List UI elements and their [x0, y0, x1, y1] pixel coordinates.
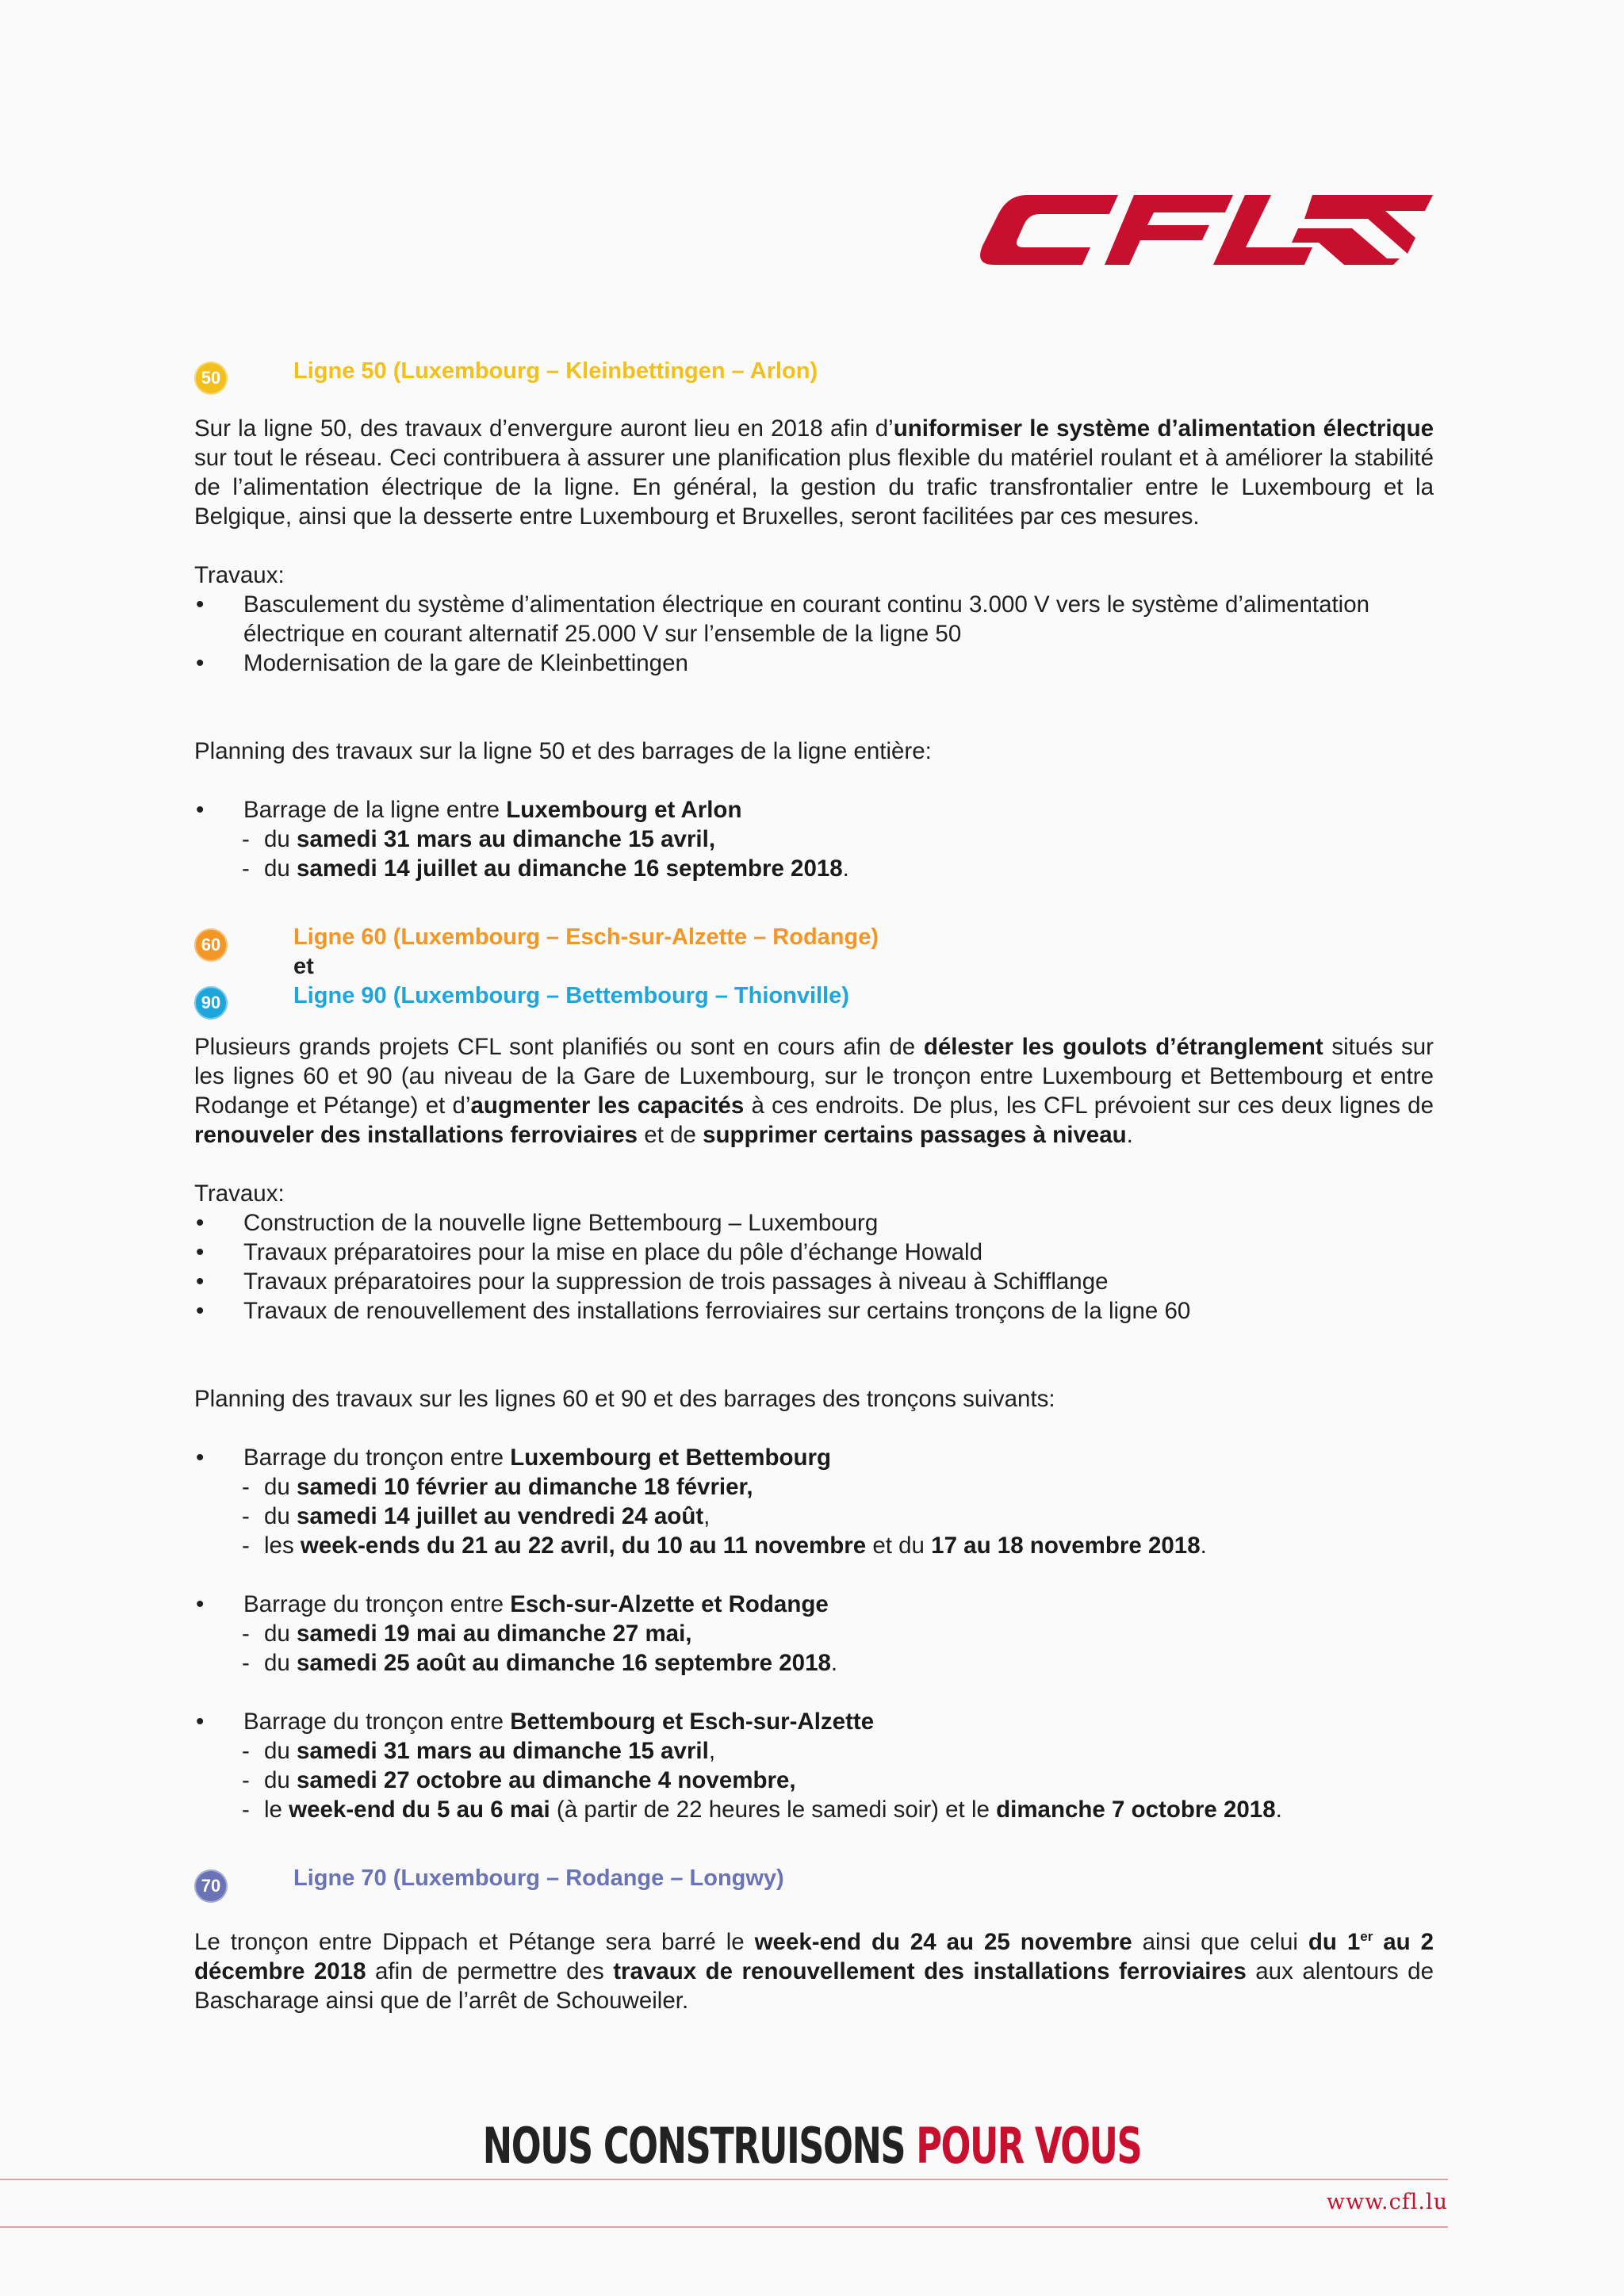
line-60-90-intro: Plusieurs grands projets CFL sont planifiés ou sont en cours afin de délester les goulots d’étranglement situés sur les lignes 60 et 90 (au niveau de la Gare de Luxembourg, sur le tronçon entre Luxembourg et Bettembourg et entre Rodange et Pétange) et d’augmenter les capacités à ces endroits. De plus, les CFL prévoient sur ces deux lignes de renouveler des installations ferroviaires et de supprimer certains passages à niveau. [194, 1034, 1434, 1148]
line-50-badge: 50 [194, 362, 228, 395]
footer-slogan [228, 2117, 1397, 2175]
closure-2 [194, 1590, 1434, 1619]
list-item: • Modernisation de la gare de Kleinbettingen [194, 649, 1434, 678]
list-item: - du samedi 10 février au dimanche 18 février, [194, 1472, 1434, 1502]
line-60-90-et: et [293, 954, 314, 979]
line-50-planning-label: Planning des travaux sur la ligne 50 et des barrages de la ligne entière: [194, 738, 932, 764]
line-50-title: Ligne 50 (Luxembourg – Kleinbettingen – Arlon) [293, 358, 818, 384]
list-item: • Travaux préparatoires pour la suppression de trois passages à niveau à Schifflange [194, 1267, 1434, 1296]
list-item: - du samedi 27 octobre au dimanche 4 novembre, [194, 1766, 1434, 1795]
list-item: - du samedi 14 juillet au vendredi 24 août, [194, 1502, 1434, 1531]
line-90-badge: 90 [194, 986, 228, 1020]
closure-1 [194, 1443, 1434, 1472]
list-item: - du samedi 14 juillet au dimanche 16 septembre 2018. [194, 854, 1434, 883]
list-item: • Barrage de la ligne entre Luxembourg et Arlon [194, 795, 1434, 825]
line-60-90-header [194, 924, 1434, 1019]
list-item: - du samedi 31 mars au dimanche 15 avril, [194, 1736, 1434, 1766]
line-60-90-planning-label: Planning des travaux sur les lignes 60 et 90 et des barrages des tronçons suivants: [194, 1386, 1055, 1412]
line-50-works-list [194, 590, 1434, 678]
slogan-red: POUR VOUS [916, 2117, 1142, 2175]
list-item: • Barrage du tronçon entre Bettembourg et Esch-sur-Alzette [194, 1707, 1434, 1736]
line-50-dates [194, 825, 1434, 883]
footer-url[interactable]: www.cfl.lu [1326, 2190, 1448, 2214]
line-60-title: Ligne 60 (Luxembourg – Esch-sur-Alzette – Rodange) [293, 924, 879, 950]
line-70-badge: 70 [194, 1869, 228, 1903]
list-item: • Barrage du tronçon entre Esch-sur-Alzette et Rodange [194, 1590, 1434, 1619]
line-50-intro: Sur la ligne 50, des travaux d’envergure auront lieu en 2018 afin d’uniformiser le système d’alimentation électrique sur tout le réseau. Ceci contribuera à assurer une planification plus flexible du matériel roulant et à améliorer la stabilité de l’alimentation électrique de la ligne. En général, la gestion du trafic transfrontalier entre le Luxembourg et la Belgique, ainsi que la desserte entre Luxembourg et Bruxelles, seront facilitées par ces mesures. [194, 415, 1434, 530]
line-60-badge: 60 [194, 928, 228, 962]
closure-3-dates [194, 1736, 1434, 1824]
line-60-90-works-list [194, 1208, 1434, 1326]
main-content [194, 349, 1434, 2015]
closure-1-dates [194, 1472, 1434, 1560]
line-50-works-label: Travaux: [194, 562, 285, 588]
list-item: • Travaux de renouvellement des installations ferroviaires sur certains tronçons de la ligne 60 [194, 1296, 1434, 1326]
list-item: - du samedi 25 août au dimanche 16 septembre 2018. [194, 1648, 1434, 1678]
list-item: • Travaux préparatoires pour la mise en place du pôle d’échange Howald [194, 1238, 1434, 1267]
closure-3 [194, 1707, 1434, 1736]
list-item: • Barrage du tronçon entre Luxembourg et Bettembourg [194, 1443, 1434, 1472]
line-60-90-works-label: Travaux: [194, 1181, 285, 1207]
footer-rule-top [0, 2179, 1448, 2180]
slogan-dark: NOUS CONSTRUISONS [482, 2117, 906, 2175]
closure-2-dates [194, 1619, 1434, 1678]
list-item: - du samedi 31 mars au dimanche 15 avril, [194, 825, 1434, 854]
list-item: - le week-end du 5 au 6 mai (à partir de 22 heures le samedi soir) et le dimanche 7 octobre 2018. [194, 1795, 1434, 1824]
cfl-logo-icon [971, 190, 1433, 270]
list-item: - du samedi 19 mai au dimanche 27 mai, [194, 1619, 1434, 1648]
list-item: - les week-ends du 21 au 22 avril, du 10 au 11 novembre et du 17 au 18 novembre 2018. [194, 1531, 1434, 1560]
line-70-header [194, 1866, 1434, 1916]
list-item: • Construction de la nouvelle ligne Bettembourg – Luxembourg [194, 1208, 1434, 1238]
footer-rule-bottom [0, 2226, 1448, 2228]
line-50-header [194, 349, 1434, 393]
line-90-title: Ligne 90 (Luxembourg – Bettembourg – Thionville) [293, 983, 849, 1008]
line-70-intro: Le tronçon entre Dippach et Pétange sera barré le week-end du 24 au 25 novembre ainsi que celui du 1er au 2 décembre 2018 afin de permettre des travaux de renouvellement des installations ferroviaires aux alentours de Bascharage ainsi que de l’arrêt de Schouweiler. [194, 1928, 1434, 2014]
line-70-title: Ligne 70 (Luxembourg – Rodange – Longwy) [293, 1866, 784, 1891]
list-item: • Basculement du système d’alimentation électrique en courant continu 3.000 V vers le système d’alimentation électrique en courant alternatif 25.000 V sur l’ensemble de la ligne 50 [194, 590, 1434, 649]
line-50-closures [194, 795, 1434, 825]
